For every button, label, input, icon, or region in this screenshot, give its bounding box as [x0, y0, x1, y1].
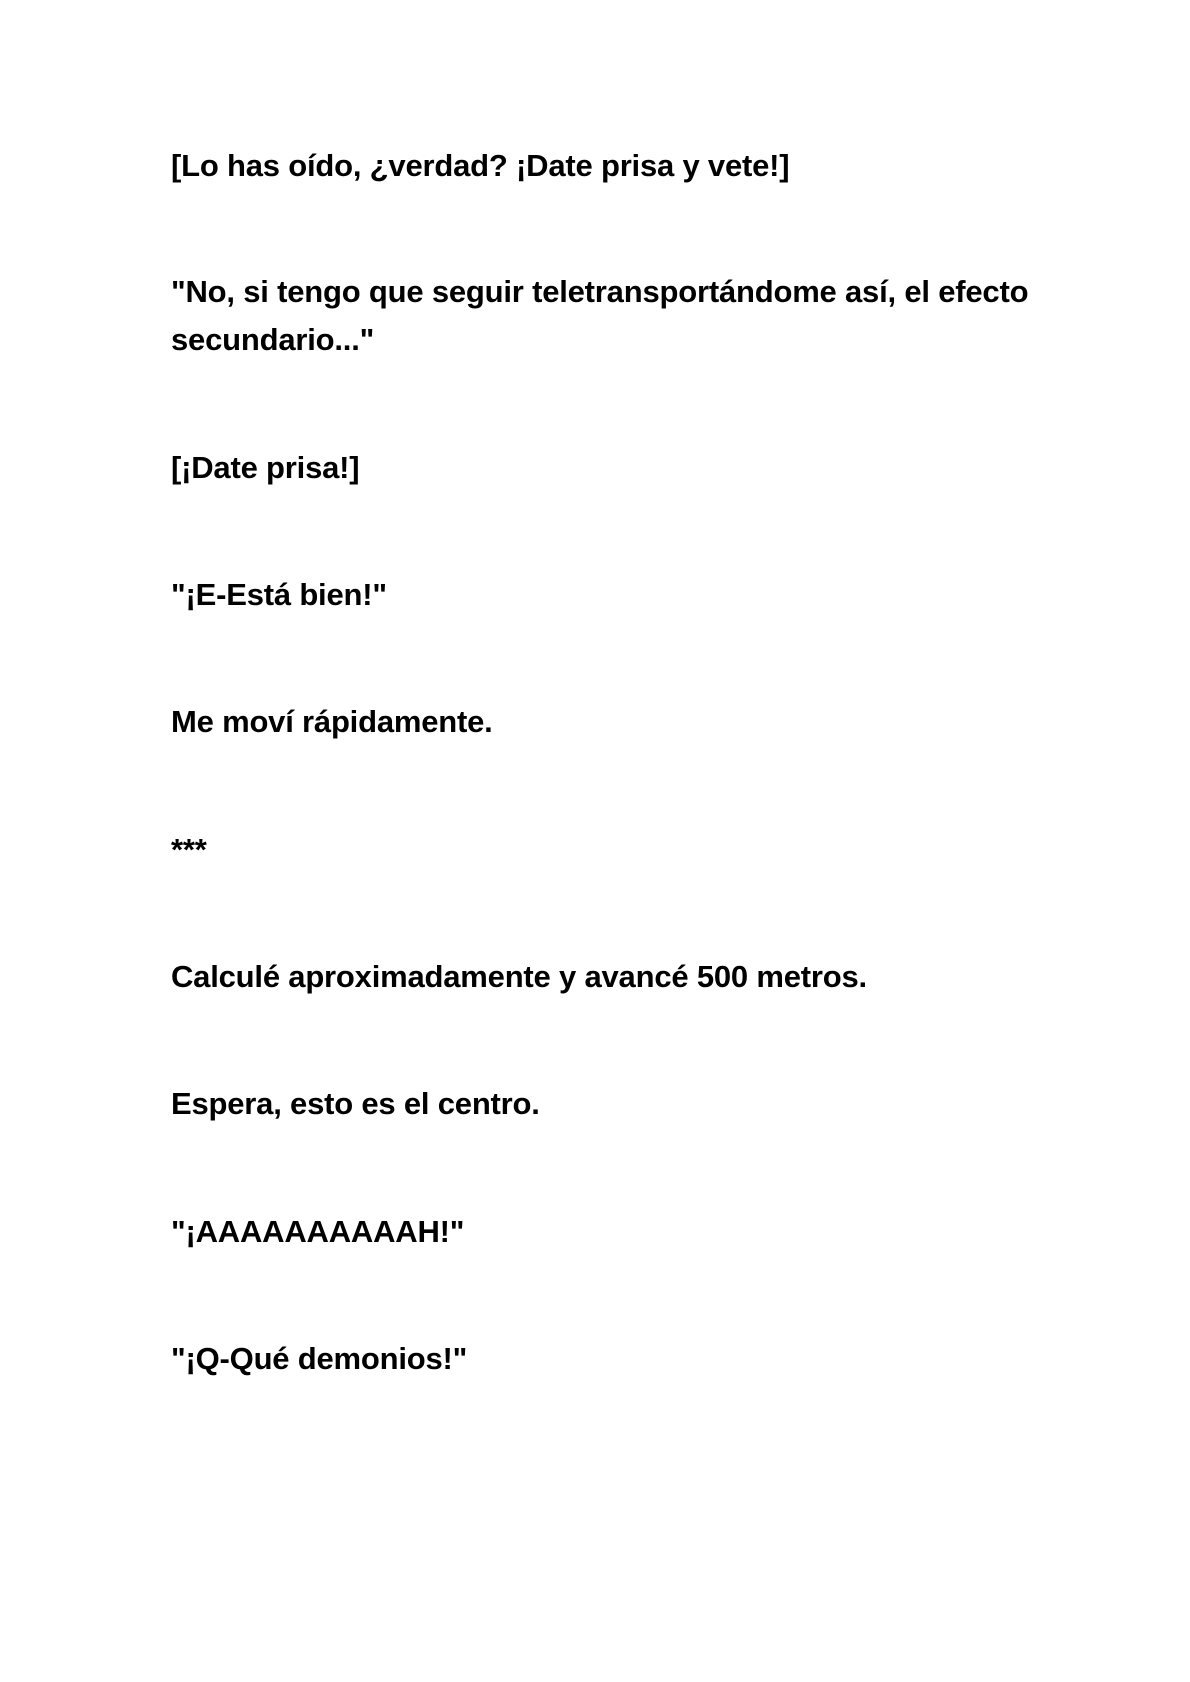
paragraph-5: Me moví rápidamente. — [171, 704, 493, 739]
paragraph-6: Calculé aproximadamente y avancé 500 metros. — [171, 959, 867, 994]
paragraph-4: "¡E-Está bien!" — [171, 577, 387, 612]
paragraph-8: "¡AAAAAAAAAAH!" — [171, 1214, 465, 1249]
paragraph-9: "¡Q-Qué demonios!" — [171, 1341, 468, 1376]
paragraph-3: [¡Date prisa!] — [171, 450, 360, 485]
paragraph-7: Espera, esto es el centro. — [171, 1086, 540, 1121]
paragraph-2: "No, si tengo que seguir teletransportándome así, el efecto secundario..." — [171, 274, 1029, 357]
scene-break: *** — [171, 832, 207, 867]
paragraph-1: [Lo has oído, ¿verdad? ¡Date prisa y vete!] — [171, 148, 790, 183]
